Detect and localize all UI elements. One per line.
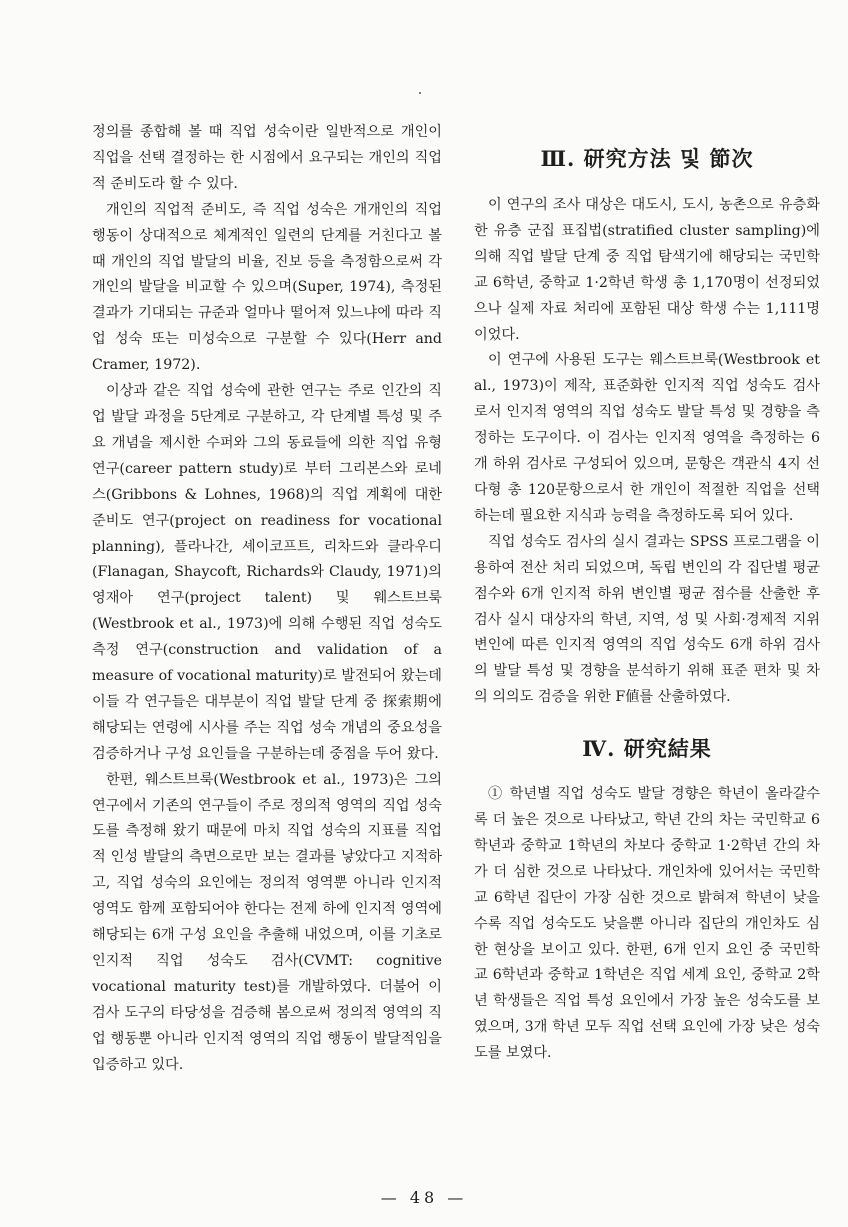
paragraph: 이 연구의 조사 대상은 대도시, 도시, 농촌으로 유층화한 유층 군집 표집법(stratified cluster sampling)에 의해 직업 발달 단계 중 직업 탐색기에 해당되는 국민학교 6학년, 중학교 1·2학년 학생 총 1,170명이 선정되었으나 실제 자료 처리에 포함된 대상 학생 수는 1,111명이었다. [474, 197, 820, 343]
scan-speck [419, 92, 421, 94]
paragraph: ① 학년별 직업 성숙도 발달 경향은 학년이 올라갈수록 더 높은 것으로 나타났고, 학년 간의 차는 국민학교 6학년과 중학교 1학년의 차보다 중학교 1·2학년 간의 차가 더 심한 것으로 나타났다. 개인차에 있어서는 국민학교 6학년 집단이 가장 심한 것으로 밝혀져 학년이 낮을수록 직업 성숙도도 낮을뿐 아니라 집단의 개인차도 심한 현상을 보이고 있다. 한편, 6개 인지 요인 중 국민학교 6학년과 중학교 1학년은 직업 세계 요인, 중학교 2학년 학생들은 직업 특성 요인에서 가장 높은 성숙도를 보였으며, 3개 학년 모두 직업 선택 요인에 가장 낮은 성숙도를 보였다. [474, 786, 820, 1062]
paragraph: 정의를 종합해 볼 때 직업 성숙이란 일반적으로 개인이 직업을 선택 결정하는 한 시점에서 요구되는 개인의 직업적 준비도라 할 수 있다. [92, 124, 442, 192]
left-column [92, 120, 442, 1079]
paragraph: 개인의 직업적 준비도, 즉 직업 성숙은 개개인의 직업 행동이 상대적으로 체계적인 일련의 단계를 거친다고 볼 때 개인의 직업 발달의 비율, 진보 등을 측정함으로써 각 개인의 발달을 비교할 수 있으며(Super, 1974), 측정된 결과가 기대되는 규준과 얼마나 떨어져 있느냐에 따라 직업 성숙 또는 미성숙으로 구분할 수 있다(Herr and Cramer, 1972). [92, 201, 442, 374]
paragraph: 직업 성숙도 검사의 실시 결과는 SPSS 프로그램을 이용하여 전산 처리 되었으며, 독립 변인의 각 집단별 평균 점수와 6개 인지적 하위 변인별 평균 점수를 산출한 후 검사 실시 대상자의 학년, 지역, 성 및 사회·경제적 지위 변인에 따른 인지적 영역의 직업 성숙도 6개 하위 검사의 발달 특성 및 경향을 분석하기 위해 표준 편차 및 차의 의의도 검증을 위한 F値를 산출하였다. [474, 533, 820, 706]
paragraph: 이 연구에 사용된 도구는 웨스트브룩(Westbrook et al., 1973)이 제작, 표준화한 인지적 직업 성숙도 검사로서 인지적 영역의 직업 성숙도 발달 특성 및 경향을 측정하는 도구이다. 이 검사는 인지적 영역을 측정하는 6개 하위 검사로 구성되어 있으며, 문항은 객관식 4지 선다형 총 120문항으로서 한 개인이 적절한 직업을 선택하는데 필요한 지식과 능력을 측정하도록 되어 있다. [474, 352, 820, 524]
paragraph: 한편, 웨스트브룩(Westbrook et al., 1973)은 그의 연구에서 기존의 연구들이 주로 정의적 영역의 직업 성숙도를 측정해 왔기 때문에 마치 직업 성숙의 지표를 직업적 인성 발달의 측면으로만 보는 결과를 낳았다고 지적하고, 직업 성숙의 요인에는 정의적 영역뿐 아니라 인지적 영역도 함께 포함되어야 한다는 전제 하에 인지적 영역에 해당되는 6개 구성 요인을 추출해 내었으며, 이를 기초로 인지적 직업 성숙도 검사(CVMT: cognitive vocational maturity test)를 개발하였다. 더불어 이 검사 도구의 타당성을 검증해 봄으로써 정의적 영역의 직업 행동뿐 아니라 인지적 영역의 직업 행동이 발달적임을 입증하고 있다. [92, 771, 442, 1073]
page-number: — 48 — [380, 1188, 468, 1207]
right-column [474, 120, 820, 1067]
section-heading-methods: Ⅲ. 研究方法 및 節次 [540, 146, 754, 171]
section-heading-results: Ⅳ. 研究結果 [582, 736, 712, 762]
paragraph: 이상과 같은 직업 성숙에 관한 연구는 주로 인간의 직업 발달 과정을 5단계로 구분하고, 각 단계별 특성 및 주요 개념을 제시한 수퍼와 그의 동료들에 의한 직업 유형 연구(career pattern study)로 부터 그리본스와 로네스(Gribbons & Lohnes, 1968)의 직업 계획에 대한 준비도 연구(project on readiness for vocational planning), 플라나간, 셰이코프트, 리차드와 클라우디(Flanagan, Shaycoft, Richards와 Claudy, 1971)의 영재아 연구(project talent) 및 웨스트브룩(Westbrook et al., 1973)에 의해 수행된 직업 성숙도 측정 연구(construction and validation of a measure of vocational maturity)로 발전되어 왔는데 이들 각 연구들은 대부분이 직업 발달 단계 중 探索期에 해당되는 연령에 시사를 주는 직업 성숙 개념의 중요성을 검증하거나 구성 요인들을 구분하는데 중점을 두어 왔다. [92, 383, 442, 762]
